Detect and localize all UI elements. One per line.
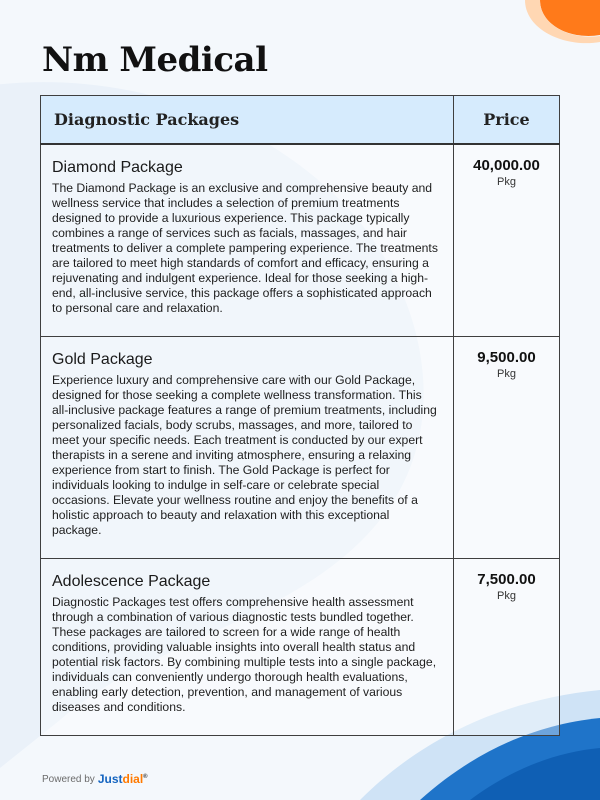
price-unit: Pkg bbox=[497, 367, 516, 380]
price-unit: Pkg bbox=[497, 176, 516, 188]
table-row bbox=[41, 144, 560, 336]
package-description: Experience luxury and comprehensive care with our Gold Package, designed for those seeking a complete wellness transformation. This all-inclusive package features a range of premium treatments, including personalized facials, body scrubs, massages, and more, tailored to meet your specific needs. Each treatment is conducted by our expert therapists in a serene and inviting atmosphere, ensuring a relaxing experience from start to finish. The Gold Package is perfect for individuals looking to indulge in self-care or celebrate special occasions. Elevate your wellness routine and enjoy the benefits of a holistic approach to beauty and relaxation with this exceptional package. bbox=[52, 372, 437, 537]
package-price: 40,000.00 bbox=[473, 157, 540, 174]
table-header-row bbox=[41, 96, 560, 145]
table-row bbox=[41, 558, 560, 735]
package-name: Gold Package bbox=[52, 350, 153, 368]
justdial-logo[interactable]: Justdial® bbox=[97, 772, 148, 786]
package-name: Diamond Package bbox=[52, 159, 183, 176]
table-row bbox=[41, 336, 560, 558]
page-title: Nm Medical bbox=[42, 40, 268, 80]
package-description: Diagnostic Packages test offers comprehensive health assessment through a combination of various diagnostic tests bundled together. These packages are tailored to screen for a wide range of health conditions, providing valuable insights into overall health status and potential risk factors. By combining multiple tests into a single package, individuals can conveniently undergo thorough health evaluations, enabling early detection, prevention, and management of various diseases and conditions. bbox=[52, 594, 437, 714]
price-cell bbox=[454, 558, 560, 735]
price-cell bbox=[454, 144, 560, 336]
package-price: 7,500.00 bbox=[477, 570, 536, 588]
price-unit: Pkg bbox=[497, 589, 516, 602]
package-cell bbox=[41, 336, 454, 558]
package-cell bbox=[41, 144, 454, 336]
package-description: The Diamond Package is an exclusive and comprehensive beauty and wellness service that includes a selection of premium treatments designed to provide a luxurious experience. This package typically combines a range of services such as facials, massages, and hair treatments to deliver a complete pampering experience. The treatments are tailored to meet high standards of comfort and efficacy, ensuring a rejuvenating and indulgent experience. Ideal for those seeking a high-end, all-inclusive service, this package offers a sophisticated approach to personal care and relaxation. bbox=[52, 181, 438, 315]
package-price: 9,500.00 bbox=[477, 348, 536, 366]
column-header-price: Price bbox=[454, 96, 560, 145]
package-cell bbox=[41, 558, 454, 735]
footer bbox=[42, 772, 148, 786]
package-name: Adolescence Package bbox=[52, 572, 211, 590]
column-header-packages: Diagnostic Packages bbox=[41, 96, 454, 145]
powered-by-text: Powered by bbox=[42, 773, 95, 785]
packages-table bbox=[40, 95, 560, 736]
price-cell bbox=[454, 336, 560, 558]
